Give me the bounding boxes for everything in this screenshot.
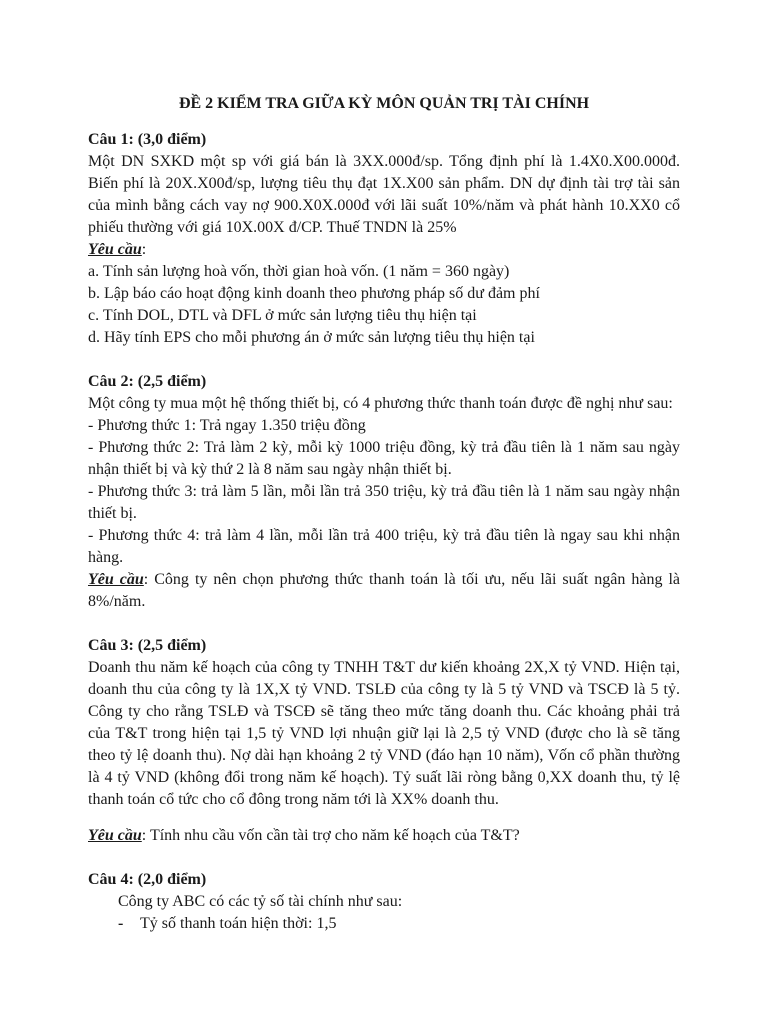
question-2-option-4: - Phương thức 4: trả làm 4 lần, mỗi lần trả 400 triệu, kỳ trả đầu tiên là ngay sau khi nhận hàng. xyxy=(88,527,680,566)
requirement-text: : Tính nhu cầu vốn cần tài trợ cho năm kế hoạch của T&T? xyxy=(141,827,520,844)
question-4 xyxy=(88,869,680,935)
question-3-heading: Câu 3: (2,5 điểm) xyxy=(88,637,207,654)
question-2-intro: Một công ty mua một hệ thống thiết bị, có 4 phương thức thanh toán được đề nghị như sau: xyxy=(88,395,673,412)
question-2-requirement xyxy=(88,569,680,613)
question-2-option-3: - Phương thức 3: trả làm 5 lần, mỗi lần trả 350 triệu, kỳ trả đầu tiên là 1 năm sau ngày nhận thiết bị. xyxy=(88,483,680,522)
requirement-colon: : xyxy=(141,241,147,258)
question-3-requirement xyxy=(88,825,680,847)
question-1-requirement xyxy=(88,239,680,261)
requirement-text: : Công ty nên chọn phương thức thanh toán là tối ưu, nếu lãi suất ngân hàng là 8%/năm. xyxy=(88,571,680,610)
question-1-heading: Câu 1: (3,0 điểm) xyxy=(88,131,207,148)
requirement-label: Yêu cầu xyxy=(88,827,142,844)
question-4-intro: Công ty ABC có các tỷ số tài chính như sau: xyxy=(118,893,403,910)
question-2-option-1: - Phương thức 1: Trả ngay 1.350 triệu đồng xyxy=(88,417,366,434)
bullet-dash: - xyxy=(118,915,124,932)
question-1 xyxy=(88,129,680,349)
question-4-heading: Câu 4: (2,0 điểm) xyxy=(88,871,207,888)
requirement-label: Yêu cầu xyxy=(88,571,144,588)
question-2-heading: Câu 2: (2,5 điểm) xyxy=(88,373,207,390)
page-title: ĐỀ 2 KIỂM TRA GIỮA KỲ MÔN QUẢN TRỊ TÀI CHÍNH xyxy=(178,95,590,112)
question-4-item-text: Tỷ số thanh toán hiện thời: 1,5 xyxy=(140,915,337,932)
question-2 xyxy=(88,371,680,613)
question-2-option-2: - Phương thức 2: Trả làm 2 kỳ, mỗi kỳ 1000 triệu đồng, kỳ trả đầu tiên là 1 năm sau ngày nhận thiết bị và kỳ thứ 2 là 8 năm sau ngày nhận thiết bị. xyxy=(88,439,680,478)
question-4-list-item xyxy=(88,913,680,935)
question-1-item-c: c. Tính DOL, DTL và DFL ở mức sản lượng tiêu thụ hiện tại xyxy=(88,307,477,324)
question-1-item-d: d. Hãy tính EPS cho mỗi phương án ở mức sản lượng tiêu thụ hiện tại xyxy=(88,329,535,346)
requirement-label: Yêu cầu xyxy=(88,241,142,258)
question-3 xyxy=(88,635,680,847)
question-1-item-b: b. Lập báo cáo hoạt động kinh doanh theo phương pháp số dư đảm phí xyxy=(88,285,540,302)
question-3-body: Doanh thu năm kế hoạch của công ty TNHH T&T dư kiến khoảng 2X,X tỷ VND. Hiện tại, doanh thu của công ty là 1X,X tỷ VND. TSLĐ của công ty là 5 tỷ VND và TSCĐ là 5 tỷ. Công ty cho rằng TSLĐ và TSCĐ sẽ tăng theo mức tăng doanh thu. Các khoảng phải trả của T&T trong hiện tại 1,5 tỷ VND lợi nhuận giữ lại là 2,5 tỷ VND (được cho là sẽ tăng theo tỷ lệ doanh thu). Nợ dài hạn khoảng 2 tỷ VND (đáo hạn 10 năm), Vốn cổ phần thường là 4 tỷ VND (không đổi trong năm kế hoạch). Tỷ suất lãi ròng bằng 0,XX doanh thu, tỷ lệ thanh toán cổ tức cho cổ đông trong năm tới là XX% doanh thu. xyxy=(88,659,680,808)
question-1-item-a: a. Tính sản lượng hoà vốn, thời gian hoà vốn. (1 năm = 360 ngày) xyxy=(88,263,510,280)
question-1-body: Một DN SXKD một sp với giá bán là 3XX.000đ/sp. Tổng định phí là 1.4X0.X00.000đ. Biến phí là 20X.X00đ/sp, lượng tiêu thụ đạt 1X.X00 sản phẩm. DN dự định tài trợ tài sản của mình bằng cách vay nợ 900.X0X.000đ với lãi suất 10%/năm và phát hành 10.XX0 cổ phiếu thường với giá 10X.00X đ/CP. Thuế TNDN là 25% xyxy=(88,153,680,236)
